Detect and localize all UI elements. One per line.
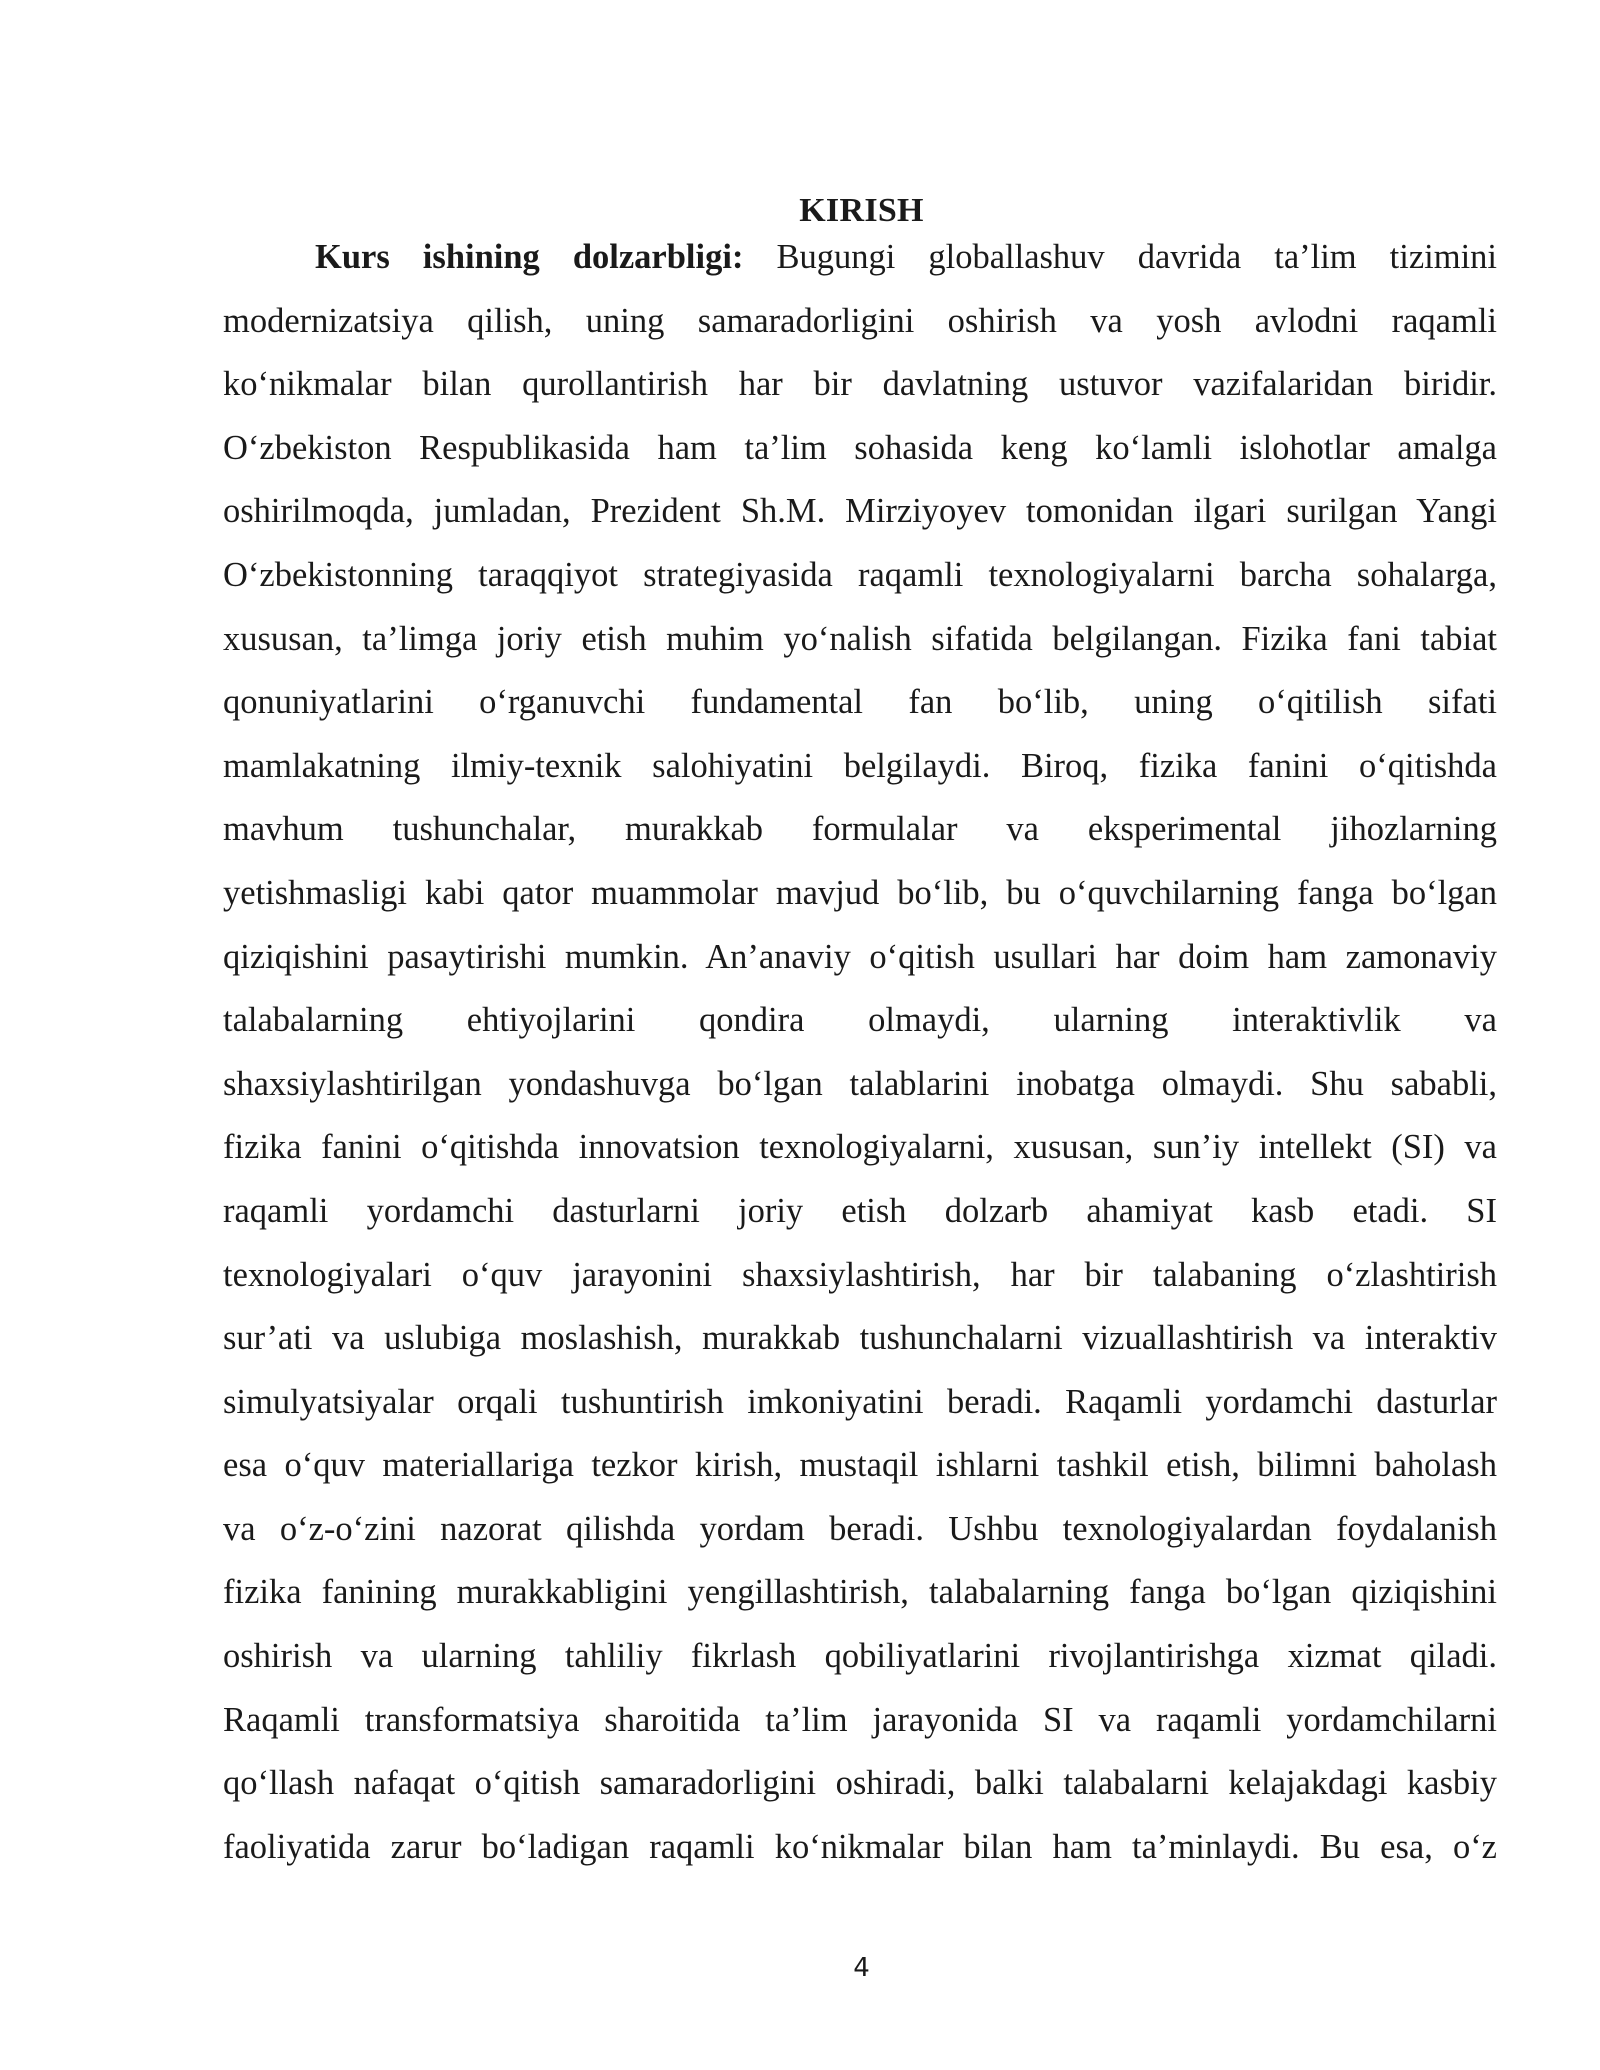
paragraph-line: mavhum tushunchalar, murakkab formulalar va eksperimental jihozlarning (223, 810, 1497, 849)
paragraph-line: faoliyatida zarur bo‘ladigan raqamli ko‘nikmalar bilan ham ta’minlaydi. Bu esa, o‘z (223, 1827, 1497, 1866)
paragraph-line: texnologiyalari o‘quv jarayonini shaxsiylashtirish, har bir talabaning o‘zlashtirish (223, 1255, 1497, 1294)
page-number: 4 (853, 1953, 870, 1983)
paragraph-line: ko‘nikmalar bilan qurollantirish har bir davlatning ustuvor vazifalaridan biridir. (223, 365, 1497, 404)
paragraph-line: Raqamli transformatsiya sharoitida ta’lim jarayonida SI va raqamli yordamchilarni (223, 1700, 1497, 1739)
section-title: KIRISH (799, 192, 924, 229)
paragraph-line: talabalarning ehtiyojlarini qondira olmaydi, ularning interaktivlik va (223, 1001, 1497, 1040)
paragraph-line: qiziqishini pasaytirishi mumkin. An’anaviy o‘qitish usullari har doim ham zamonaviy (223, 937, 1497, 976)
paragraph-line: O‘zbekistonning taraqqiyot strategiyasida raqamli texnologiyalarni barcha sohalarga, (223, 555, 1497, 594)
paragraph-line: modernizatsiya qilish, uning samaradorligini oshirish va yosh avlodni raqamli (223, 301, 1497, 340)
paragraph-line: shaxsiylashtirilgan yondashuvga bo‘lgan talablarini inobatga olmaydi. Shu sababli, (223, 1064, 1497, 1103)
paragraph-line: raqamli yordamchi dasturlarni joriy etish dolzarb ahamiyat kasb etadi. SI (223, 1191, 1497, 1230)
paragraph-line: fizika fanini o‘qitishda innovatsion texnologiyalarni, xususan, sun’iy intellekt (SI) va (223, 1128, 1497, 1167)
paragraph-line: oshirilmoqda, jumladan, Prezident Sh.M. Mirziyoyev tomonidan ilgari surilgan Yangi (223, 492, 1497, 531)
body-paragraph (223, 226, 1497, 1879)
paragraph-line: oshirish va ularning tahliliy fikrlash qobiliyatlarini rivojlantirishga xizmat qiladi. (223, 1637, 1497, 1676)
paragraph-line: simulyatsiyalar orqali tushuntirish imkoniyatini beradi. Raqamli yordamchi dasturlar (223, 1382, 1497, 1421)
paragraph-line: yetishmasligi kabi qator muammolar mavjud bo‘lib, bu o‘quvchilarning fanga bo‘lgan (223, 873, 1497, 912)
paragraph-line: Bugungi globallashuv davrida ta’lim tizimini (743, 238, 1497, 276)
paragraph-line: qo‘llash nafaqat o‘qitish samaradorligini oshiradi, balki talabalarni kelajakdagi kasbiy (223, 1764, 1497, 1803)
paragraph-line: sur’ati va uslubiga moslashish, murakkab tushunchalarni vizuallashtirish va interaktiv (223, 1319, 1497, 1358)
paragraph-line: fizika fanining murakkabligini yengillashtirish, talabalarning fanga bo‘lgan qiziqishini (223, 1573, 1497, 1612)
paragraph-line: qonuniyatlarini o‘rganuvchi fundamental fan bo‘lib, uning o‘qitilish sifati (223, 683, 1497, 722)
paragraph-line: esa o‘quv materiallariga tezkor kirish, mustaqil ishlarni tashkil etish, bilimni baholash (223, 1446, 1497, 1485)
paragraph-line: xususan, ta’limga joriy etish muhim yo‘nalish sifatida belgilangan. Fizika fani tabiat (223, 619, 1497, 658)
paragraph-line: va o‘z-o‘zini nazorat qilishda yordam beradi. Ushbu texnologiyalardan foydalanish (223, 1509, 1497, 1548)
lead-label: Kurs ishining dolzarbligi: (315, 238, 744, 276)
paragraph-line: O‘zbekiston Respublikasida ham ta’lim sohasida keng ko‘lamli islohotlar amalga (223, 428, 1497, 467)
paragraph-line: mamlakatning ilmiy-texnik salohiyatini belgilaydi. Biroq, fizika fanini o‘qitishda (223, 746, 1497, 785)
paragraph-line-first (223, 226, 1497, 290)
